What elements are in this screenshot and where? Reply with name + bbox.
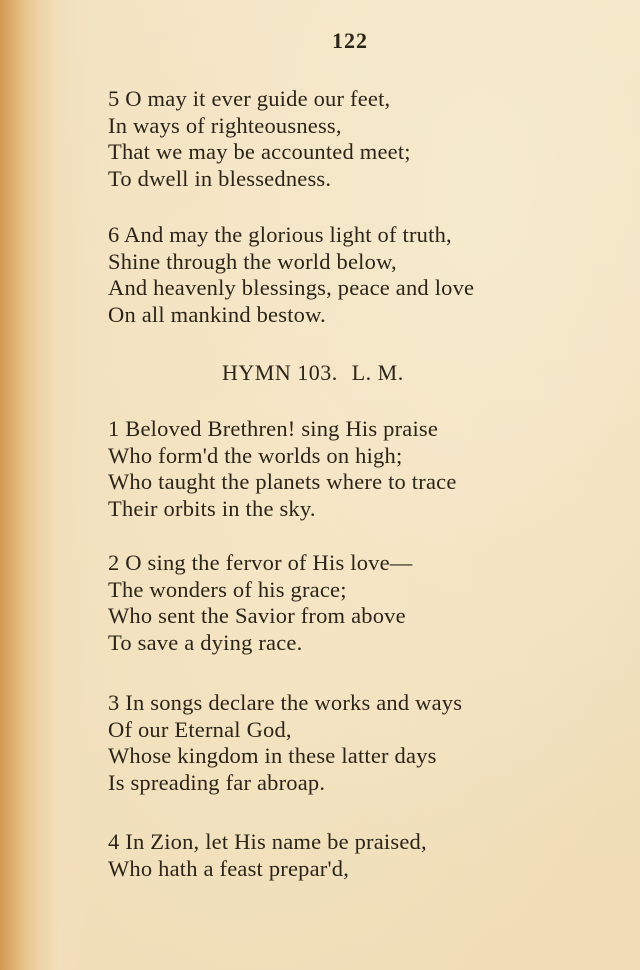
hymn-stanza-1 [108, 416, 457, 522]
stanza-line: To dwell in blessedness. [108, 165, 332, 191]
stanza-6 [108, 222, 474, 328]
page-number: 122 [332, 28, 368, 53]
stanza-line: Who form'd the worlds on high; [108, 442, 403, 468]
stanza-number: 6 [108, 222, 120, 247]
stanza-number: 4 [108, 829, 120, 854]
hymn-stanza-4 [108, 829, 427, 882]
hymn-title [222, 360, 404, 386]
stanza-line: Who sent the Savior from above [108, 603, 406, 628]
stanza-line: Of our Eternal God, [108, 716, 292, 742]
stanza-number: 3 [108, 690, 120, 715]
stanza-line: And heavenly blessings, peace and love [108, 275, 475, 300]
stanza-line: 5 O may it ever guide our feet, [108, 86, 391, 111]
hymn-meter: L. M. [351, 360, 404, 385]
stanza-line: Who hath a feast prepar'd, [108, 855, 350, 881]
stanza-line: 3 In songs declare the works and ways [108, 690, 463, 715]
stanza-line: 4 In Zion, let His name be praised, [108, 829, 427, 854]
stanza-line: To save a dying race. [108, 629, 303, 655]
stanza-line: 1 Beloved Brethren! sing His praise [108, 416, 439, 441]
stanza-line: 6 And may the glorious light of truth, [108, 222, 452, 247]
hymn-stanza-2 [108, 550, 412, 656]
stanza-line: 2 O sing the fervor of His love— [108, 550, 413, 575]
hymn-number: HYMN 103. [222, 360, 338, 385]
stanza-line: Their orbits in the sky. [108, 495, 316, 521]
stanza-5 [108, 86, 411, 192]
stanza-line: Who taught the planets where to trace [108, 469, 457, 494]
stanza-line: Shine through the world below, [108, 248, 397, 274]
stanza-number: 2 [108, 550, 120, 575]
stanza-number: 5 [108, 86, 120, 111]
stanza-line: Whose kingdom in these latter days [108, 743, 437, 768]
stanza-line: Is spreading far abroap. [108, 769, 326, 795]
stanza-line: The wonders of his grace; [108, 576, 347, 602]
stanza-number: 1 [108, 416, 120, 441]
stanza-line: In ways of righteousness, [108, 112, 342, 138]
stanza-line: That we may be accounted meet; [108, 139, 411, 164]
hymn-stanza-3 [108, 690, 462, 796]
stanza-line: On all mankind bestow. [108, 301, 326, 327]
